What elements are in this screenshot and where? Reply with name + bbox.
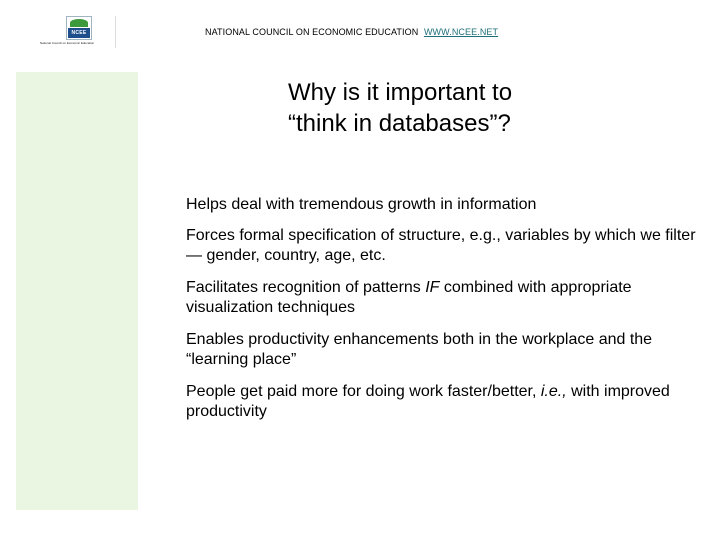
header-org: NATIONAL COUNCIL ON ECONOMIC EDUCATION <box>205 27 419 37</box>
bullet-item <box>186 278 706 318</box>
logo-caption: National Council on Economic Education <box>40 41 95 45</box>
bullet-text: Helps deal with tremendous growth in information <box>186 196 537 213</box>
ncee-logo <box>40 16 116 50</box>
logo-badge: NCEE <box>68 28 90 38</box>
bullet-text: Facilitates recognition of patterns <box>186 279 426 296</box>
ncee-logo-mark <box>66 16 92 40</box>
bullet-item <box>186 330 706 370</box>
bullet-text: Forces formal specification of structure, e.g., variables by which we filter — gender, country, age, etc. <box>186 227 696 264</box>
title-line-2: “think in databases”? <box>288 110 511 137</box>
bullet-item <box>186 195 706 215</box>
bullet-list <box>186 195 706 434</box>
bullet-emphasis: i.e., <box>540 383 567 400</box>
bullet-emphasis: IF <box>425 279 440 296</box>
bullet-text: Enables productivity enhancements both in the workplace and the “learning place” <box>186 331 653 368</box>
leaf-icon <box>70 19 88 27</box>
slide-title <box>288 77 512 139</box>
header-link[interactable]: WWW.NCEE.NET <box>423 27 499 37</box>
page-header <box>205 27 498 37</box>
header-divider <box>115 16 116 48</box>
sidebar-panel <box>16 72 138 510</box>
title-line-1: Why is it important to <box>288 79 513 106</box>
bullet-text: combined with appropriate visualization techniques <box>186 279 632 316</box>
bullet-item <box>186 382 706 422</box>
bullet-item <box>186 226 706 266</box>
bullet-text: with improved productivity <box>186 383 670 420</box>
bullet-text: People get paid more for doing work faster/better, <box>186 383 541 400</box>
